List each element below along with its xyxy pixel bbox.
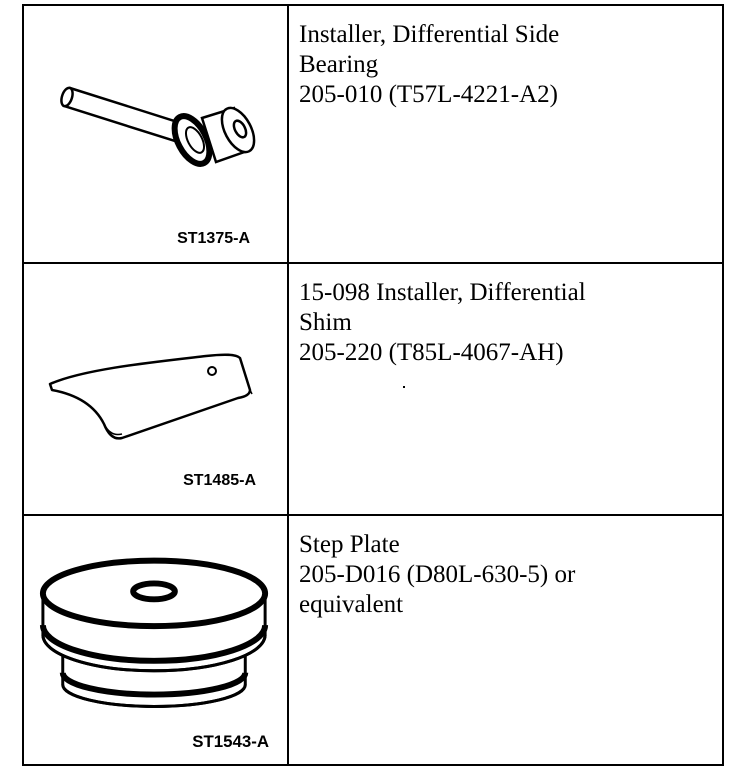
shim-installer-icon (24, 264, 287, 514)
tool-description-cell-2 (289, 264, 722, 516)
tool-number-line: 205-220 (T85L-4067-AH) (299, 339, 564, 366)
tool-description-cell-1 (289, 6, 722, 264)
tool-image-cell-2 (24, 264, 289, 516)
tool-description-1 (289, 6, 722, 110)
tool-name-line: Bearing (299, 51, 379, 78)
tool-image-cell-3 (24, 516, 289, 764)
tool-description-cell-3 (289, 516, 722, 764)
tool-number-line: 205-D016 (D80L-630-5) or (299, 561, 576, 588)
tool-name-line: Shim (299, 309, 352, 336)
tool-name-line: Step Plate (299, 531, 400, 558)
tool-label-1: ST1375-A (177, 230, 250, 247)
tool-number-line: 205-010 (T57L-4221-A2) (299, 81, 558, 108)
print-speck (403, 386, 405, 388)
tool-label-2: ST1485-A (183, 472, 256, 489)
tool-name-line: 15-098 Installer, Differential (299, 279, 586, 306)
tool-description-3 (289, 516, 722, 620)
tool-name-line: equivalent (299, 591, 404, 618)
bearing-installer-icon (24, 6, 287, 262)
step-plate-icon (24, 516, 287, 764)
tool-label-3: ST1543-A (192, 732, 270, 752)
tool-image-cell-1 (24, 6, 289, 264)
special-tools-table (22, 4, 724, 766)
tool-description-2 (289, 264, 722, 368)
tool-name-line: Installer, Differential Side (299, 21, 560, 48)
